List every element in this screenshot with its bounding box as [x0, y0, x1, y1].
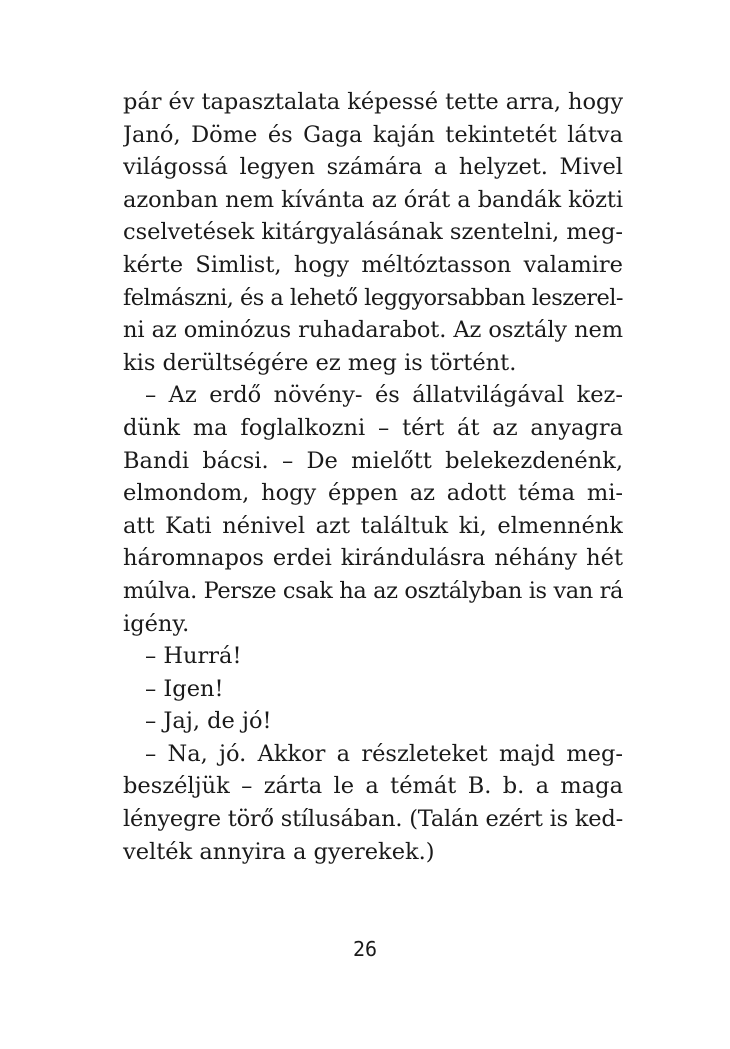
text-line: – Na, jó. Akkor a részleteket majd meg- [145, 740, 623, 767]
text-line: igény. [123, 610, 190, 637]
text-line: – Az erdő növény- és állatvilágával kez- [145, 382, 623, 409]
text-line: háromnapos erdei kirándulásra néhány hét [123, 545, 623, 572]
text-line: Bandi bácsi. – De mielőtt belekezdenénk, [123, 447, 623, 474]
text-line: beszéljük – zárta le a témát B. b. a maga [123, 773, 623, 800]
text-line: múlva. Persze csak ha az osztályban is van rá [123, 577, 623, 604]
dialogue-line: – Igen! [145, 675, 224, 702]
text-line: felmászni, és a lehető leggyorsabban leszerel- [123, 284, 623, 311]
text-line: pár év tapasztalata képessé tette arra, hogy [123, 89, 623, 115]
text-line: elmondom, hogy éppen az adott téma mi- [123, 480, 623, 507]
page-number: 26 [352, 937, 378, 961]
text-line: ni az ominózus ruhadarabot. Az osztály nem [123, 317, 623, 344]
dialogue-line: – Jaj, de jó! [145, 708, 272, 735]
text-line: att Kati nénivel azt találtuk ki, elmennénk [123, 512, 623, 539]
text-line: cselvetések kitárgyalásának szentelni, meg- [123, 219, 623, 246]
text-line: lényegre törő stílusában. (Talán ezért is ked- [123, 806, 623, 833]
text-line: Janó, Döme és Gaga kaján tekintetét látva [123, 121, 623, 148]
text-line: világossá legyen számára a helyzet. Mivel [123, 154, 623, 181]
text-line: velték annyira a gyerekek.) [123, 838, 435, 865]
dialogue-line: – Hurrá! [145, 643, 242, 670]
text-line: azonban nem kívánta az órát a bandák közti [123, 186, 623, 213]
text-line: dünk ma foglalkozni – tért át az anyagra [123, 414, 623, 441]
text-line: kérte Simlist, hogy méltóztasson valamire [123, 251, 623, 278]
body-text [123, 86, 623, 868]
text-line: kis derültségére ez meg is történt. [123, 349, 517, 376]
